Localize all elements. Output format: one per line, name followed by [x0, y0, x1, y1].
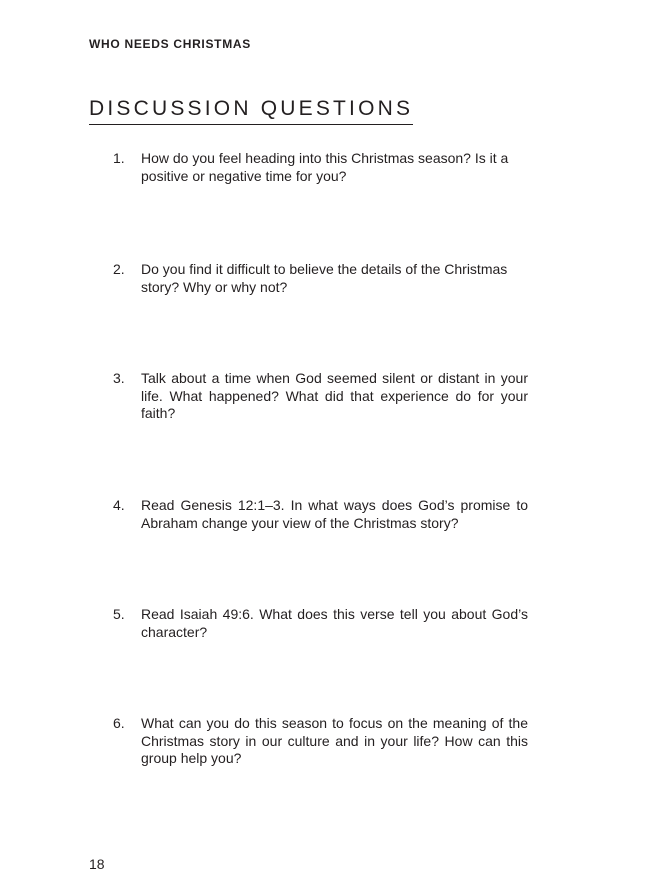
question-text: Read Genesis 12:1–3. In what ways does God’s promise to Abraham change your view of the Christmas story? [141, 497, 528, 531]
section-title: DISCUSSION QUESTIONS [89, 96, 413, 125]
page-number: 18 [89, 856, 105, 872]
question-text: Talk about a time when God seemed silent or distant in your life. What happened? What did that experience do for your faith? [141, 370, 528, 421]
question-item [113, 606, 528, 641]
question-number: 3. [113, 370, 125, 386]
running-head: WHO NEEDS CHRISTMAS [89, 37, 251, 51]
question-item [113, 715, 528, 768]
question-text: What can you do this season to focus on the meaning of the Christmas story in our culture and in your life? How can this group help you? [141, 715, 528, 766]
question-item [113, 497, 528, 532]
question-number: 5. [113, 606, 125, 622]
question-number: 2. [113, 261, 125, 277]
question-number: 1. [113, 150, 125, 166]
question-item [113, 150, 528, 185]
question-number: 4. [113, 497, 125, 513]
question-text: Read Isaiah 49:6. What does this verse tell you about God’s character? [141, 606, 528, 640]
question-number: 6. [113, 715, 125, 731]
question-item [113, 370, 528, 423]
question-text: Do you find it difficult to believe the details of the Christmas story? Why or why not? [141, 261, 508, 295]
question-text: How do you feel heading into this Christmas season? Is it a positive or negative time for you? [141, 150, 509, 184]
question-item [113, 261, 528, 296]
